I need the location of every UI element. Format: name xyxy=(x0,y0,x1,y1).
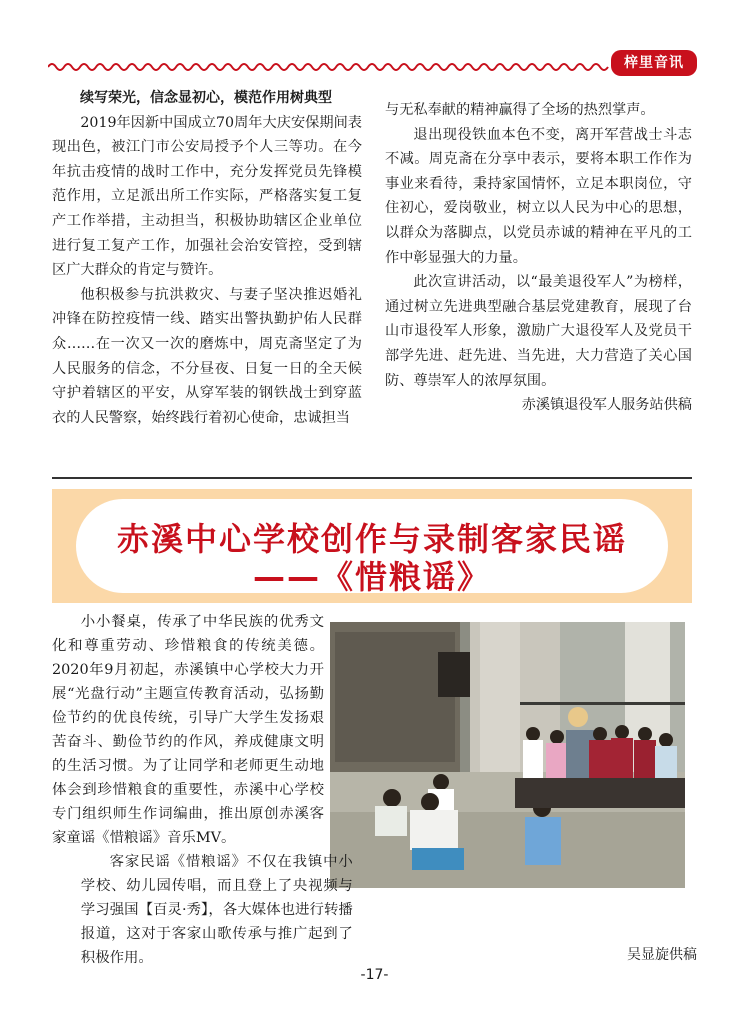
paragraph-text: 客家民谣《惜粮谣》不仅在我镇中小学校、幼儿园传唱，而且登上了央视频与学习强国【百灵·秀】，各大媒体也进行转播报道，这对于客家山歌传承与推广起到了积极作用。 xyxy=(80,854,353,966)
article-title-banner xyxy=(52,489,692,603)
paragraph xyxy=(52,850,692,970)
page-number: -17- xyxy=(360,967,389,983)
article2-body xyxy=(52,610,692,970)
section-tag: 梓里音讯 xyxy=(611,50,697,76)
header-wave-rule xyxy=(48,60,613,74)
article2-credit: 吴显旋供稿 xyxy=(627,947,697,963)
section-divider xyxy=(52,477,692,479)
paragraph-continuation: 与无私奉献的精神赢得了全场的热烈掌声。 xyxy=(385,102,655,118)
paragraph: 此次宣讲活动，以“最美退役军人”为榜样，通过树立先进典型融合基层党建教育，展现了台山市退役军人形象，激励广大退役军人及党员干部学先进、赶先进、当先进，大力营造了关心国防、尊崇军人的浓厚氛围。 xyxy=(385,274,692,389)
section-subheading: 续写荣光，信念显初心，模范作用树典型 xyxy=(80,90,332,106)
paragraph: 他积极参与抗洪救灾、与妻子坚决推迟婚礼冲锋在防控疫情一线、踏实出警执勤护佑人民群众……在一次又一次的磨炼中，周克斋坚定了为人民服务的信念，不分昼夜、日复一日的全天候守护着辖区的平安，从穿军装的钢铁战士到穿蓝衣的人民警察，始终践行着初心使命，忠诚担当 xyxy=(52,286,362,426)
paragraph: 退出现役铁血本色不变，离开军营战士斗志不减。周克斋在分享中表示，要将本职工作作为事业来看待，秉持家国情怀，立足本职岗位，守住初心，爱岗敬业，树立以人民为中心的思想，以群众为落脚点，以党员赤诚的精神在平凡的工作中彰显强大的力量。 xyxy=(385,126,692,266)
article-subtitle: ——《惜粮谣》 xyxy=(252,558,491,596)
article-credit: 赤溪镇退役军人服务站供稿 xyxy=(521,397,692,414)
paragraph: 小小餐桌，传承了中华民族的优秀文化和尊重劳动、珍惜粮食的传统美德。2020年9月初起，赤溪镇中心学校大力开展“光盘行动”主题宣传教育活动，弘扬勤俭节约的优良传统，引导广大学生发扬艰苦奋斗、勤俭节约的作风，养成健康文明的生活习惯。为了让同学和老师更生动地体会到珍惜粮食的重要性，赤溪中心学校专门组织师生作词编曲，推出原创赤溪客家童谣《惜粮谣》音乐MV。 xyxy=(52,614,324,846)
title-capsule xyxy=(76,499,668,596)
right-column xyxy=(385,98,692,418)
article-title: 赤溪中心学校创作与录制客家民谣 xyxy=(116,520,627,558)
left-column xyxy=(52,86,362,430)
paragraph: 2019年因新中国成立70周年大庆安保期间表现出色，被江门市公安局授予个人三等功。在今年抗击疫情的战时工作中，充分发挥党员先锋模范作用，立足派出所工作实际，严格落实复工复产工作举措，主动担当，积极协助辖区企业单位进行复工复产工作，加强社会治安管控，受到辖区广大群众的肯定与赞许。 xyxy=(52,114,362,279)
